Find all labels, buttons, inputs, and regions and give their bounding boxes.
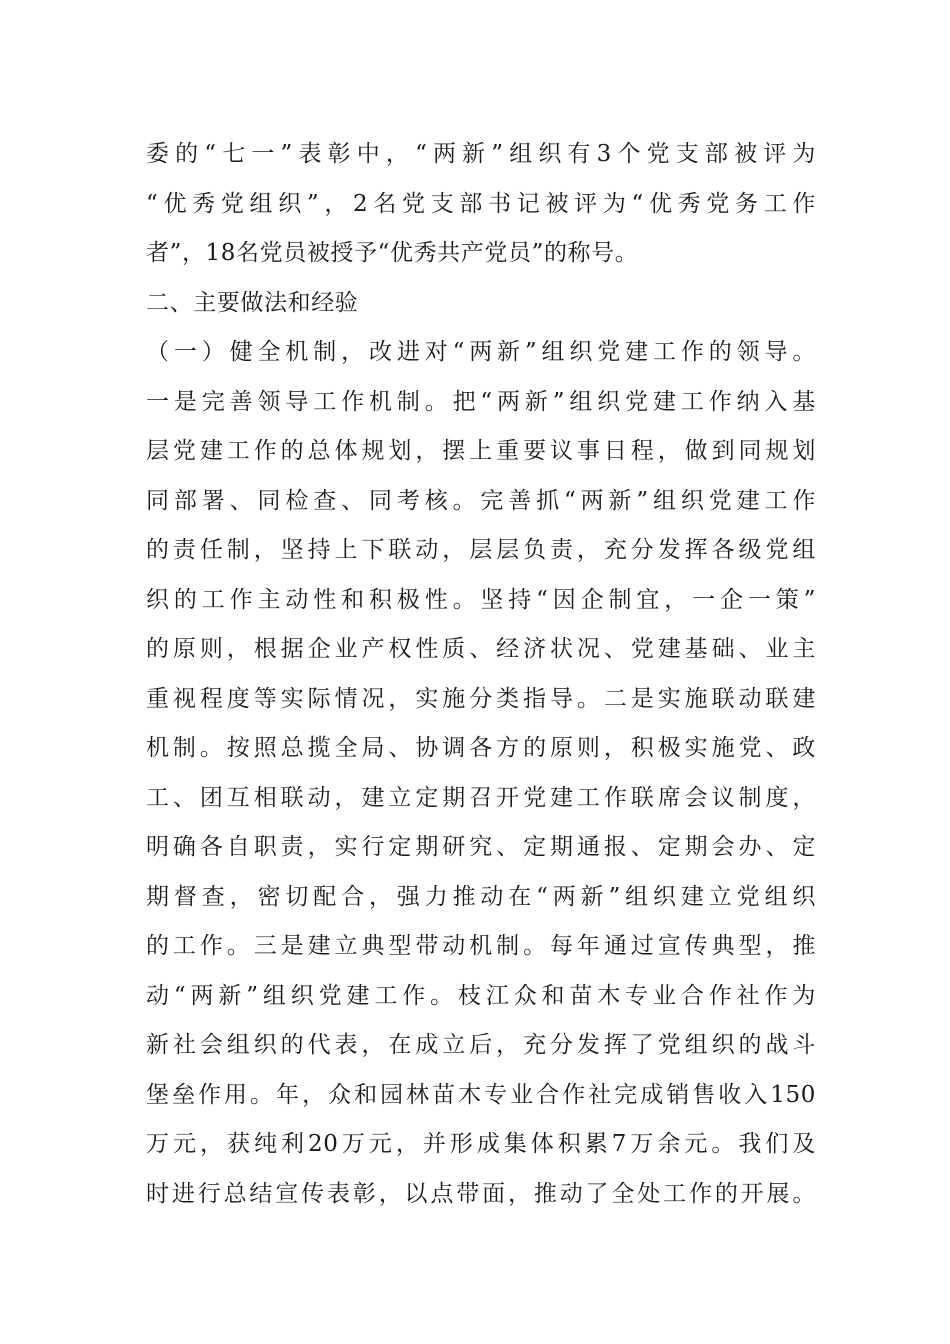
text-line: 时进行总结宣传表彰，以点带面，推动了全处工作的开展。	[146, 1180, 816, 1207]
text-line: 工、团互相联动，建立定期召开党建工作联席会议制度，	[146, 784, 816, 811]
text-line: 明确各自职责，实行定期研究、定期通报、定期会办、定	[146, 834, 816, 860]
text-line: “优秀党组织”，2名党支部书记被评为“优秀党务工作	[146, 190, 816, 217]
text-line: 织的工作主动性和积极性。坚持“因企制宜，一企一策”	[146, 586, 816, 613]
text-line: 期督查，密切配合，强力推动在“两新”组织建立党组织	[146, 883, 816, 910]
section-heading: 二、主要做法和经验	[146, 289, 359, 316]
text-line: 万元，获纯利20万元，并形成集体积累7万余元。我们及	[146, 1131, 816, 1157]
text-line: 同部署、同检查、同考核。完善抓“两新”组织党建工作	[146, 487, 816, 514]
text-line: 者”，18名党员被授予“优秀共产党员”的称号。	[146, 240, 639, 266]
text-line: 新社会组织的代表，在成立后，充分发挥了党组织的战斗	[146, 1032, 816, 1058]
document-body	[146, 130, 816, 1219]
text-line: 动“两新”组织党建工作。枝江众和苗木专业合作社作为	[146, 982, 816, 1009]
text-line: 的工作。三是建立典型带动机制。每年通过宣传典型，推	[146, 933, 816, 959]
text-line: 重视程度等实际情况，实施分类指导。二是实施联动联建	[146, 685, 816, 712]
text-line: 的原则，根据企业产权性质、经济状况、党建基础、业主	[146, 636, 816, 662]
text-line: 堡垒作用。年，众和园林苗木专业合作社完成销售收入150	[146, 1081, 816, 1108]
text-line: 的责任制，坚持上下联动，层层负责，充分发挥各级党组	[146, 537, 816, 563]
text-line: 机制。按照总揽全局、协调各方的原则，积极实施党、政	[146, 735, 816, 761]
subsection-heading: （一）健全机制，改进对“两新”组织党建工作的领导。	[146, 339, 816, 365]
text-line: 层党建工作的总体规划，摆上重要议事日程，做到同规划	[146, 438, 816, 464]
text-line: 一是完善领导工作机制。把“两新”组织党建工作纳入基	[146, 388, 816, 415]
text-line: 委的“七一”表彰中，“两新”组织有3个党支部被评为	[146, 141, 816, 167]
